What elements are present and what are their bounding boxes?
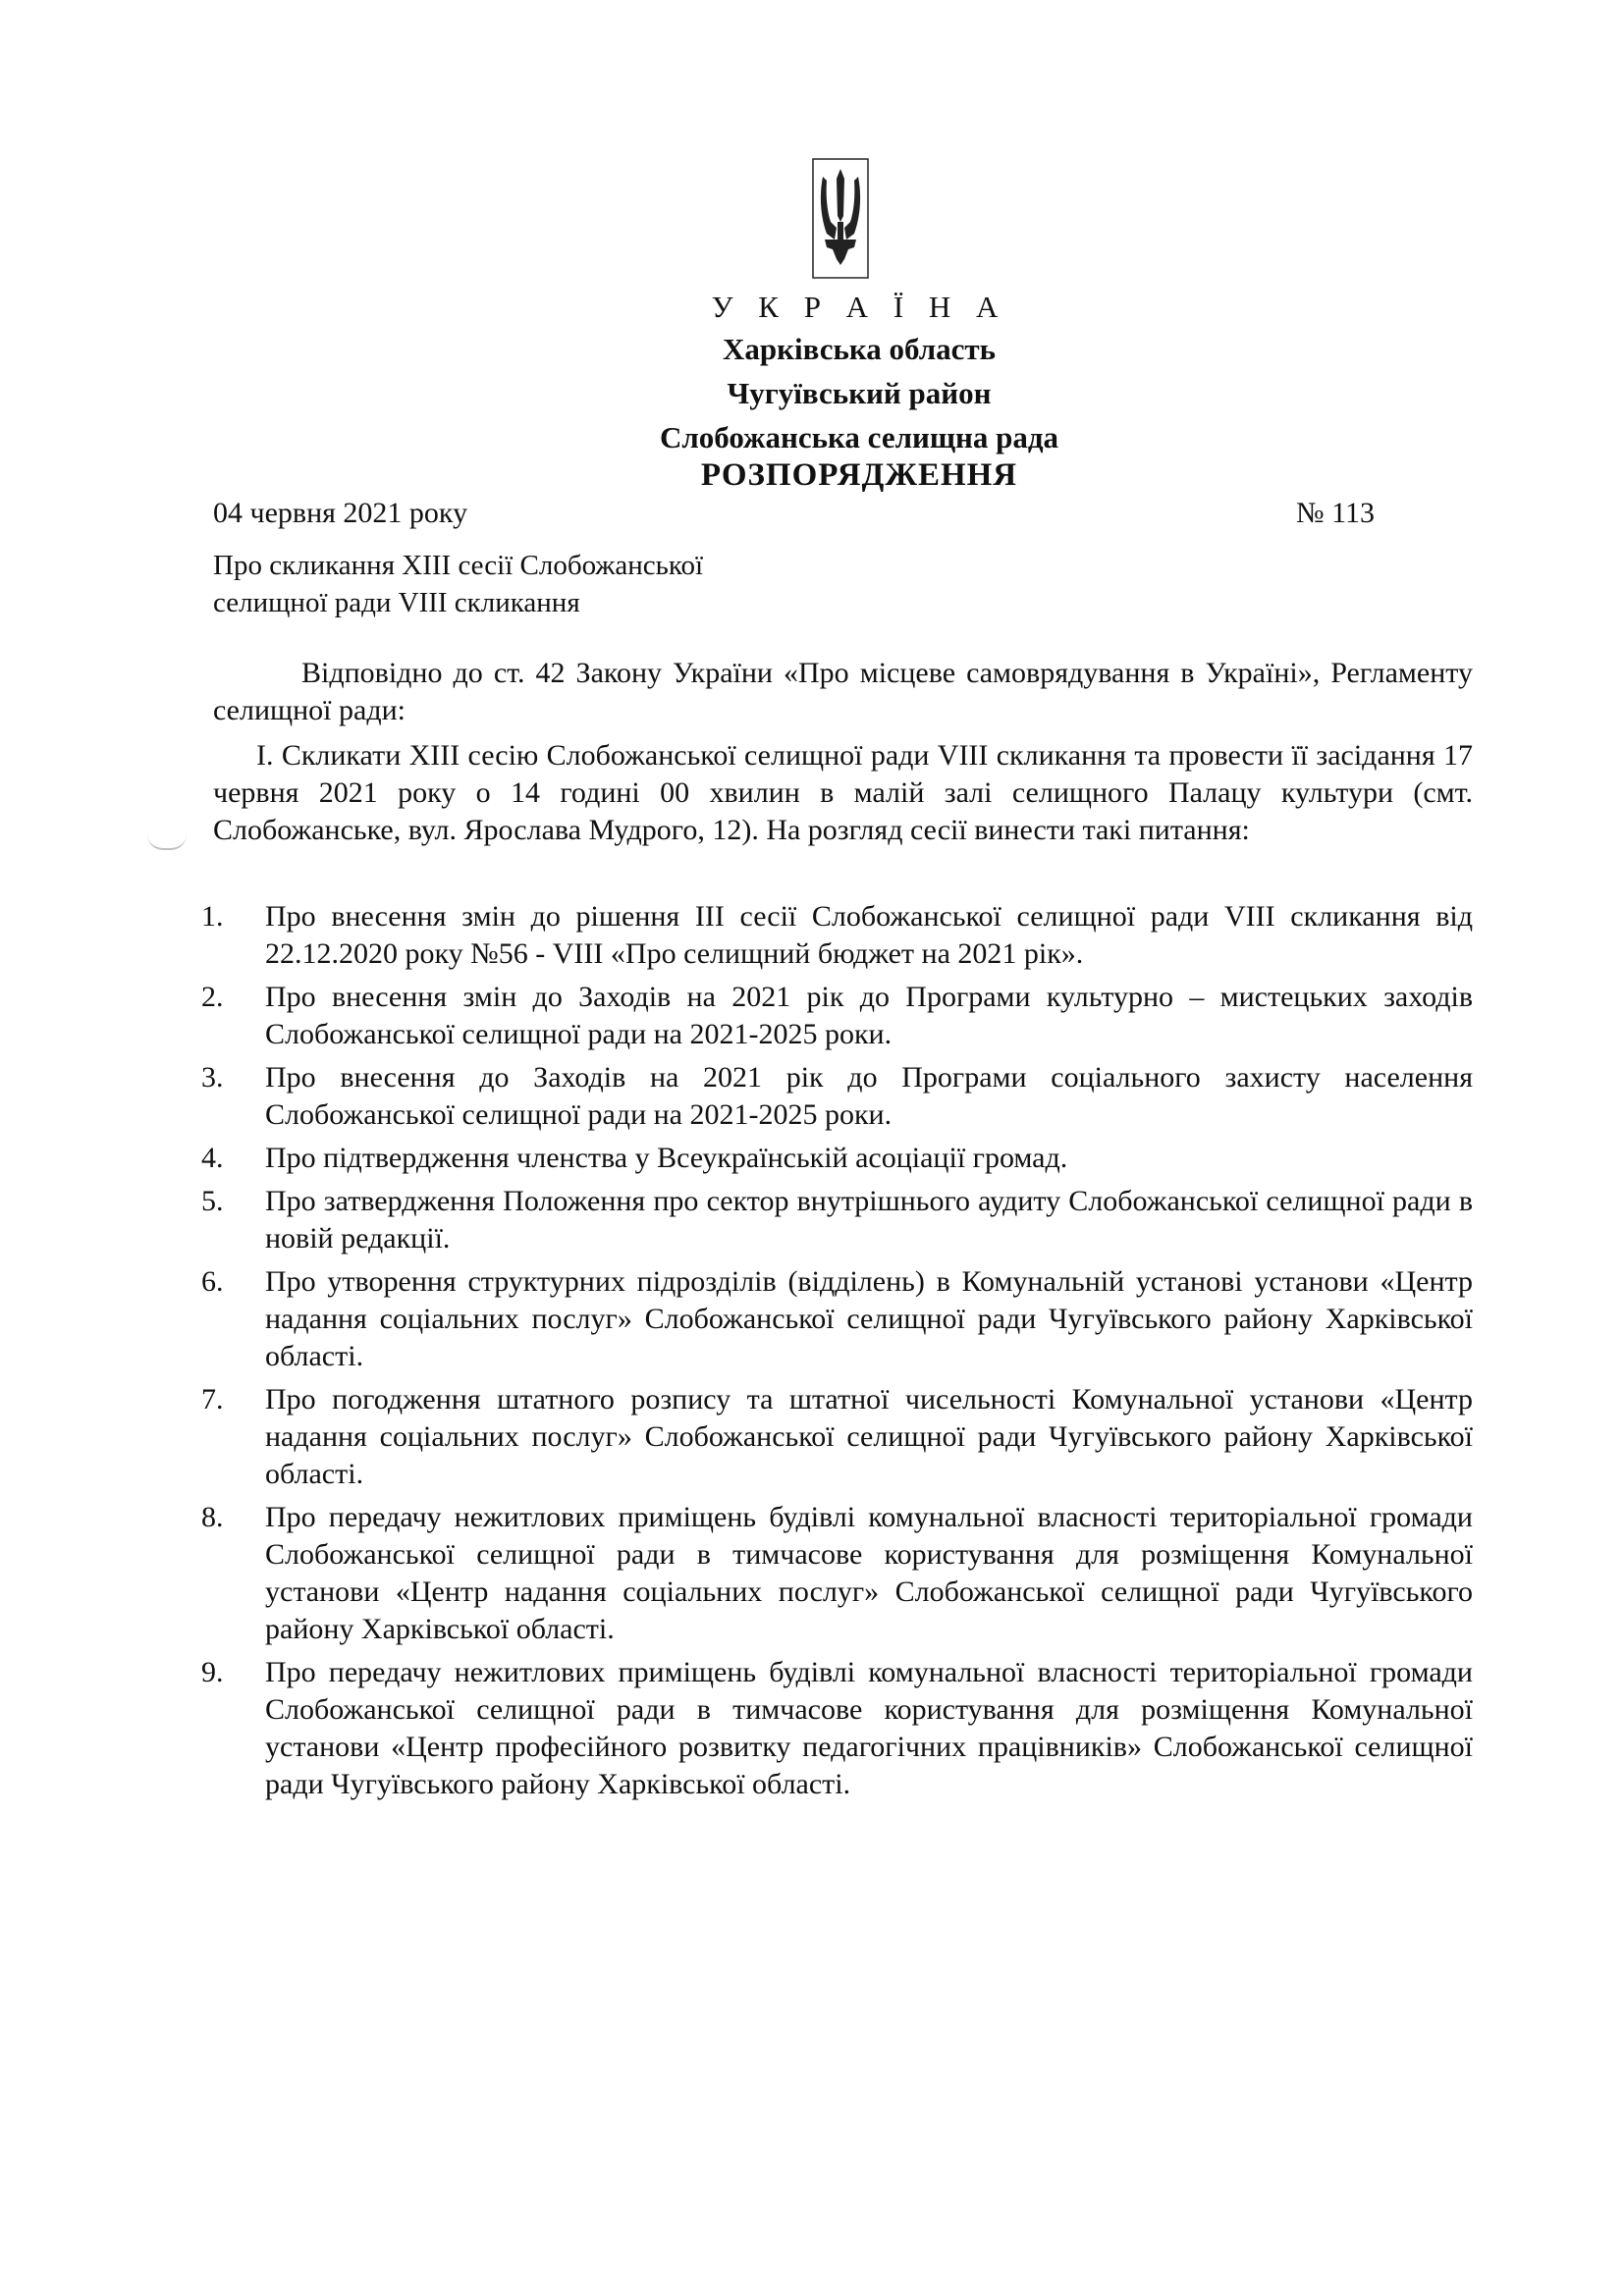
agenda-item: [201, 1183, 1473, 1257]
agenda-item: [201, 1263, 1473, 1375]
agenda-item: [201, 1654, 1473, 1803]
region-name: Харківська область: [722, 332, 997, 366]
document-subject: [213, 547, 900, 621]
document-type: РОЗПОРЯДЖЕННЯ: [700, 457, 1018, 493]
trident-emblem-icon: [811, 157, 870, 280]
document-number: № 113: [1296, 497, 1376, 529]
agenda-item: [201, 1059, 1473, 1134]
subject-line-1: Про скликання XIII сесії Слобожанської: [213, 550, 704, 581]
agenda-item-text: Про внесення змін до рішення ІІІ сесії Слобожанської селищної ради VIII скликання від 22.12.2020 року №56 - VIII «Про селищний бюджет на 2021 рік».: [265, 900, 1473, 970]
agenda-item-text: Про внесення змін до Заходів на 2021 рік до Програми культурно – мистецьких заходів Слобожанської селищної ради на 2021-2025 роки.: [265, 981, 1473, 1050]
agenda-item-text: Про підтвердження членства у Всеукраїнській асоціації громад.: [265, 1142, 1068, 1174]
agenda-item: [201, 1499, 1473, 1648]
agenda-item-number: 3.: [201, 1061, 224, 1094]
agenda-item-text: Про утворення структурних підрозділів (відділень) в Комунальній установі установи «Центр надання соціальних послуг» Слобожанської селищної ради Чугуївського району Харківської області.: [265, 1265, 1473, 1372]
agenda-item-text: Про внесення до Заходів на 2021 рік до Програми соціального захисту населення Слобожанської селищної ради на 2021-2025 роки.: [265, 1061, 1473, 1131]
scan-artifact: [147, 834, 187, 850]
subject-line-2: селищної ради VIII скликання: [213, 587, 580, 618]
agenda-item-number: 6.: [201, 1265, 224, 1298]
agenda-item-text: Про затвердження Положення про сектор внутрішнього аудиту Слобожанської селищної ради в новій редакції.: [265, 1185, 1473, 1255]
document-date: 04 червня 2021 року: [213, 497, 468, 529]
agenda-item-number: 2.: [201, 981, 224, 1013]
agenda-item-number: 8.: [201, 1501, 224, 1533]
agenda-item: [201, 1140, 1473, 1177]
intro-paragraph: Відповідно до ст. 42 Закону України «Про місцеве самоврядування в Україні», Регламенту селищної ради:: [213, 657, 1473, 726]
agenda-item-number: 4.: [201, 1142, 224, 1174]
agenda-item-text: Про погодження штатного розпису та штатної чисельності Комунальної установи «Центр надання соціальних послуг» Слобожанської селищної ради Чугуївського району Харківської області.: [265, 1383, 1473, 1490]
agenda-item-number: 7.: [201, 1383, 224, 1415]
section-one-paragraph: І. Скликати XIII сесію Слобожанської селищної ради VIII скликання та провести її засідання 17 червня 2021 року о 14 годині 00 хвилин в малій залі селищного Палацу культури (смт. Слобожанське, вул. Ярослава Мудрого, 12). На розгляд сесії винести такі питання:: [213, 739, 1473, 846]
agenda-item: [201, 979, 1473, 1053]
agenda-item-text: Про передачу нежитлових приміщень будівлі комунальної власності територіальної громади Слобожанської селищної ради в тимчасове користування для розміщення Комунальної установи «Центр надання соціальних послуг» Слобожанської селищної ради Чугуївського району Харківської області.: [265, 1501, 1473, 1645]
agenda-item-number: 5.: [201, 1185, 224, 1217]
agenda-item-number: 1.: [201, 900, 224, 933]
agenda-item: [201, 1381, 1473, 1493]
district-name: Чугуївський район: [727, 376, 992, 410]
agenda-item-number: 9.: [201, 1656, 224, 1688]
council-name: Слобожанська селищна рада: [659, 420, 1059, 454]
agenda-list: [201, 898, 1473, 1809]
country-name: У К Р А Ї Н А: [711, 290, 1007, 324]
agenda-item: [201, 898, 1473, 973]
agenda-item-text: Про передачу нежитлових приміщень будівлі комунальної власності територіальної громади Слобожанської селищної ради в тимчасове користування для розміщення Комунальної установи «Центр професійного розвитку педагогічних працівників» Слобожанської селищної ради Чугуївського району Харківської області.: [265, 1656, 1473, 1800]
